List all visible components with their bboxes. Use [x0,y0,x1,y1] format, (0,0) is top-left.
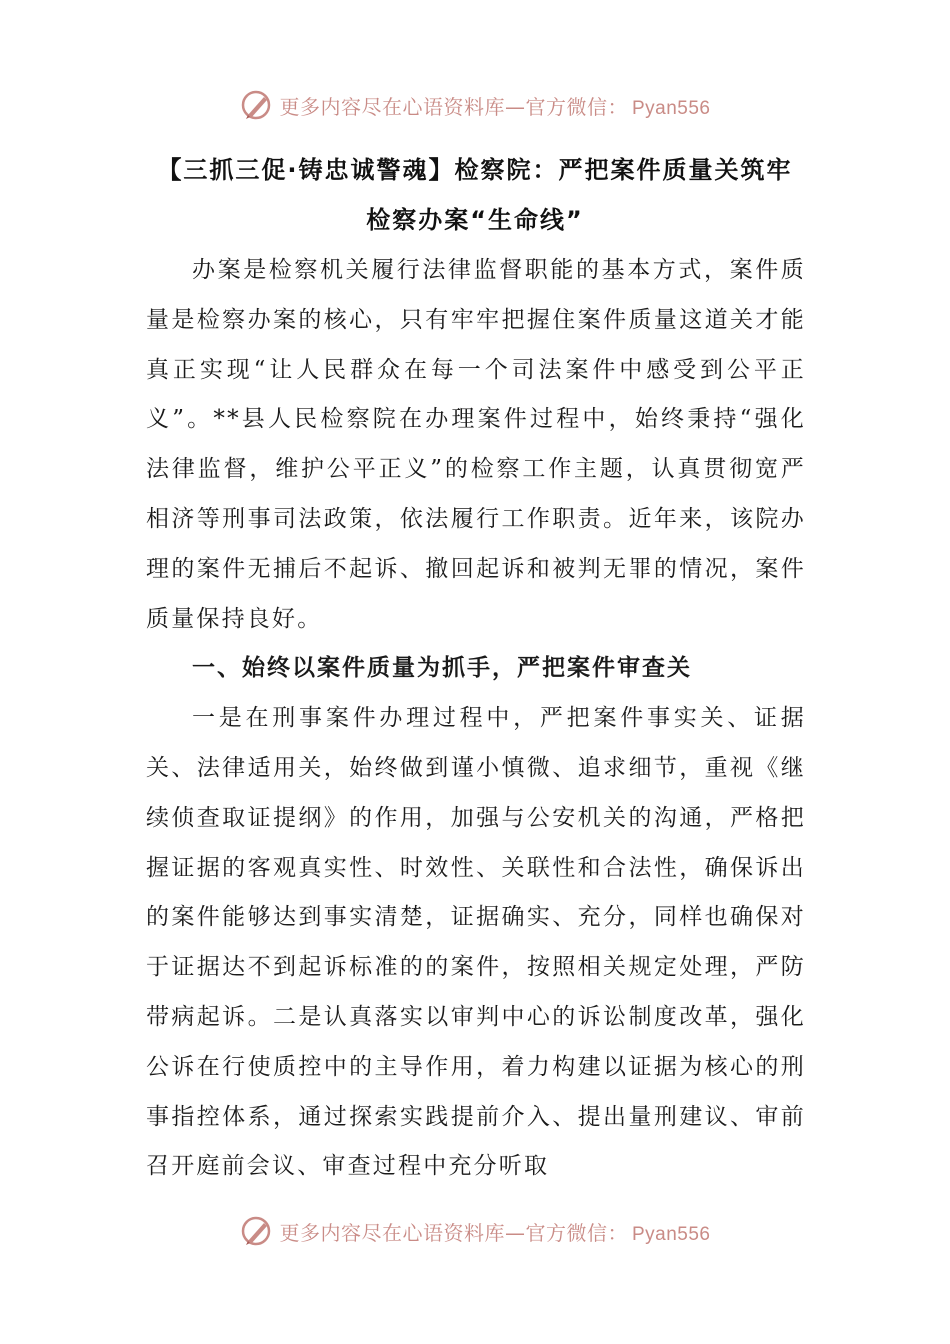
header-watermark [0,83,950,127]
footer-watermark [0,1209,950,1253]
document-title-line2: 检察办案“生命线” [366,206,584,234]
document-body [146,246,806,1192]
watermark-text: 更多内容尽在心语资料库—官方微信： Pyan556 [279,1220,711,1245]
intro-paragraph: 办案是检察机关履行法律监督职能的基本方式，案件质量是检察办案的核心，只有牢牢把握住案件质量这道关才能真正实现“让人民群众在每一个司法案件中感受到公平正义”。**县人民检察院在办理案件过程中，始终秉持“强化法律监督，维护公平正义”的检察工作主题，认真贯彻宽严相济等刑事司法政策，依法履行工作职责。近年来，该院办理的案件无捕后不起诉、撤回起诉和被判无罪的情况，案件质量保持良好。 [146,257,806,632]
pen-logo-icon [239,1214,273,1248]
section-paragraph: 一是在刑事案件办理过程中，严把案件事实关、证据关、法律适用关，始终做到谨小慎微、追求细节，重视《继续侦查取证提纲》的作用，加强与公安机关的沟通，严格把握证据的客观真实性、时效性、关联性和合法性，确保诉出的案件能够达到事实清楚，证据确实、充分，同样也确保对于证据达不到起诉标准的的案件，按照相关规定处理，严防带病起诉。二是认真落实以审判中心的诉讼制度改革，强化公诉在行使质控中的主导作用，着力构建以证据为核心的刑事指控体系，通过探索实践提前介入、提出量刑建议、审前召开庭前会议、审查过程中充分听取 [146,705,806,1180]
watermark-wechat-id: Pyan556 [631,1223,711,1245]
watermark-text: 更多内容尽在心语资料库—官方微信： Pyan556 [279,94,711,119]
pen-logo-icon [239,88,273,122]
watermark-wechat-id: Pyan556 [631,97,711,119]
section-heading: 一、始终以案件质量为抓手，严把案件审查关 [192,655,692,682]
document-title-line1: 【三抓三促·铸忠诚警魂】检察院：严把案件质量关筑牢 [157,156,793,184]
